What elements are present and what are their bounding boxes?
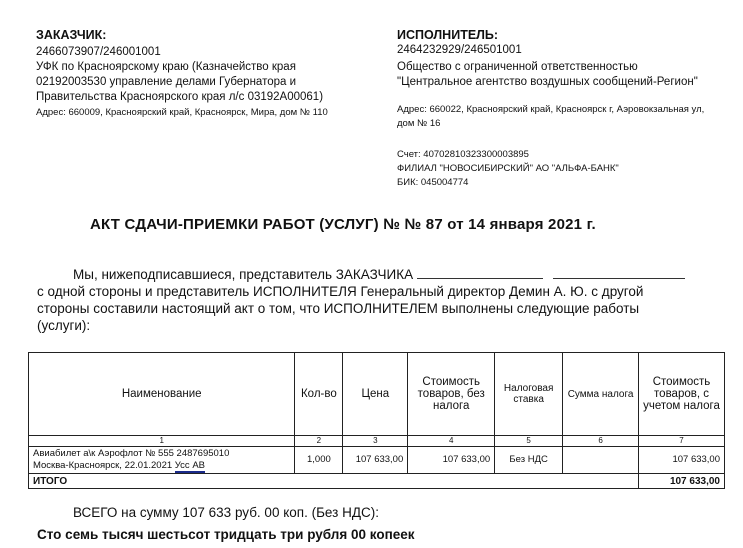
contractor-heading: ИСПОЛНИТЕЛЬ: (397, 28, 499, 42)
column-header: Налоговая ставка (495, 353, 563, 436)
column-number: 5 (495, 436, 563, 447)
table-header-row (29, 353, 725, 436)
qty-cell: 1,000 (295, 447, 343, 474)
customer-heading: ЗАКАЗЧИК: (36, 28, 107, 42)
intro-line: (услуги): (37, 318, 91, 333)
column-header: Стоимость товаров, с учетом налога (639, 353, 725, 436)
item-name-line: Авиабилет а\к Аэрофлот № 555 2487695010 (33, 448, 230, 459)
tax-rate-cell: Без НДС (495, 447, 563, 474)
column-number-row (29, 436, 725, 447)
item-name-line (33, 460, 290, 472)
intro-line (73, 266, 685, 283)
column-header: Стоимость товаров, без налога (408, 353, 495, 436)
act-title: АКТ СДАЧИ-ПРИЕМКИ РАБОТ (УСЛУГ) № № 87 от 14 января 2021 г. (90, 216, 596, 233)
column-number: 2 (295, 436, 343, 447)
customer-name-line: УФК по Красноярскому краю (Казначейство края (36, 61, 296, 73)
column-number: 6 (563, 436, 639, 447)
table-row (29, 447, 725, 474)
total-label: ИТОГО (29, 474, 639, 489)
cost-with-tax-cell: 107 633,00 (639, 447, 725, 474)
total-value: 107 633,00 (639, 474, 725, 489)
cost-no-tax-cell: 107 633,00 (408, 447, 495, 474)
tax-sum-cell (563, 447, 639, 474)
column-header: Сумма налога (563, 353, 639, 436)
total-row (29, 474, 725, 489)
passenger-name: Усс АВ (174, 460, 205, 471)
customer-name-line: 02192003530 управление делами Губернатора и (36, 76, 297, 88)
contractor-name-line: "Центральное агентство воздушных сообщений-Регион" (397, 76, 698, 88)
column-header: Цена (343, 353, 408, 436)
price-cell: 107 633,00 (343, 447, 408, 474)
column-number: 3 (343, 436, 408, 447)
item-name-cell (29, 447, 295, 474)
customer-inn-kpp: 2466073907/246001001 (36, 46, 161, 58)
column-number: 4 (408, 436, 495, 447)
column-header: Наименование (29, 353, 295, 436)
intro-line1-text: Мы, нижеподписавшиеся, представитель ЗАКАЗЧИКА (73, 267, 414, 282)
works-table (28, 352, 725, 489)
contractor-address-line: дом № 16 (397, 118, 441, 129)
column-number: 7 (639, 436, 725, 447)
intro-line: с одной стороны и представитель ИСПОЛНИТЕЛЯ Генеральный директор Демин А. Ю. с другой (37, 284, 644, 299)
column-number: 1 (29, 436, 295, 447)
contractor-inn-kpp: 2464232929/246501001 (397, 44, 522, 56)
customer-address: Адрес: 660009, Красноярский край, Красноярск, Мира, дом № 110 (36, 107, 328, 118)
column-header: Кол-во (295, 353, 343, 436)
customer-name-line: Правительства Красноярского края л/с 03192А00061) (36, 91, 324, 103)
sum-in-words: Сто семь тысяч шестьсот тридцать три рубля 00 копеек (37, 527, 415, 542)
customer-rep-blank (417, 277, 543, 279)
intro-line: стороны составили настоящий акт о том, что ИСПОЛНИТЕЛЕМ выполнены следующие работы (37, 301, 640, 316)
customer-rep-blank (553, 277, 685, 279)
contractor-account: Счет: 40702810323300003895 (397, 149, 529, 160)
contractor-address-line: Адрес: 660022, Красноярский край, Красноярск г, Аэровокзальная ул, (397, 104, 705, 115)
contractor-bank: ФИЛИАЛ "НОВОСИБИРСКИЙ" АО "АЛЬФА-БАНК" (397, 163, 619, 174)
sum-line: ВСЕГО на сумму 107 633 руб. 00 коп. (Без НДС): (73, 505, 379, 520)
contractor-bik: БИК: 045004774 (397, 177, 469, 188)
contractor-name-line: Общество с ограниченной ответственностью (397, 61, 638, 73)
item-route: Москва-Красноярск, 22.01.2021 (33, 460, 175, 471)
